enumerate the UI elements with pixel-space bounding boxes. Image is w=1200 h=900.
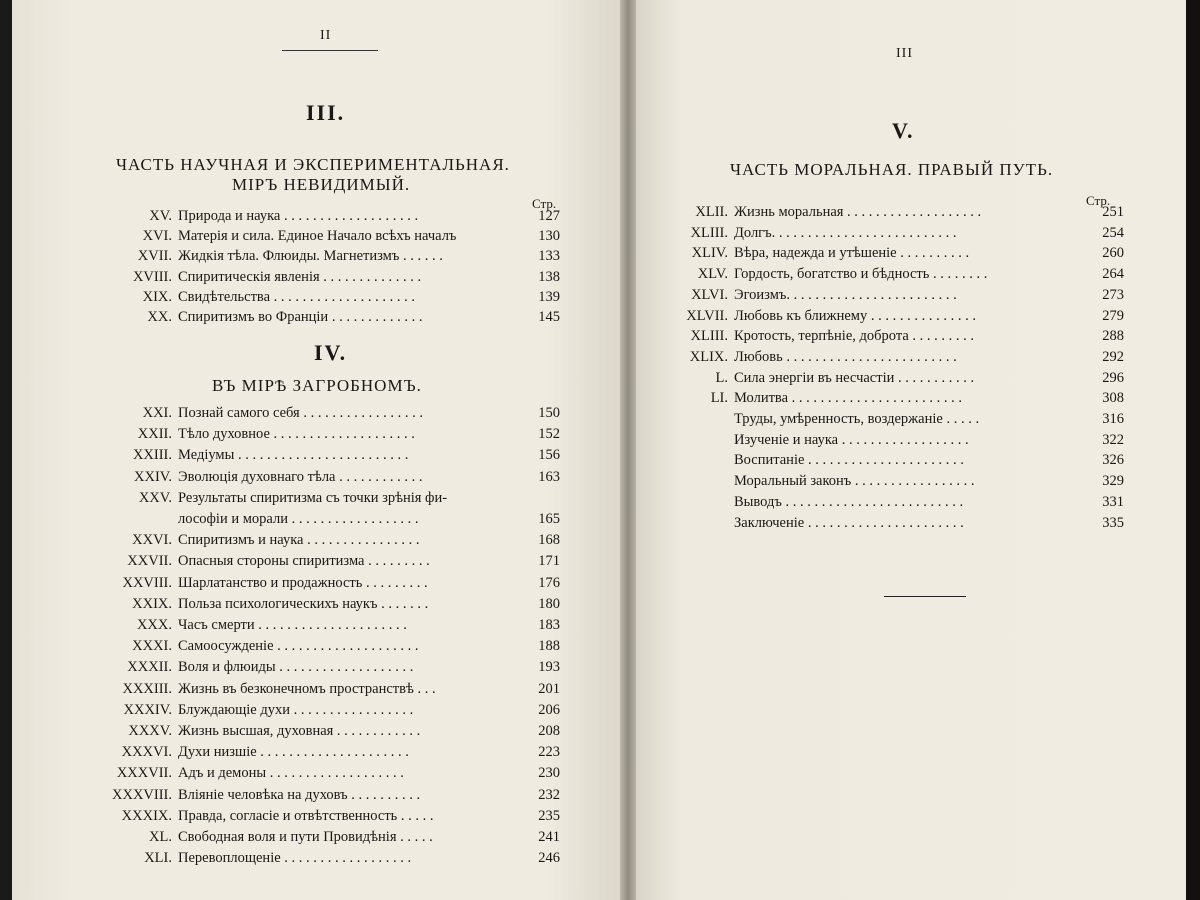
part-subtitle: МІРЪ НЕВИДИМЫЙ. (232, 175, 411, 194)
chapter-numeral: XX. (147, 309, 172, 325)
page-ref: 165 (538, 511, 560, 527)
chapter-title: Заключеніе . . . . . . . . . . . . . . . . . . . . . . (734, 514, 964, 531)
background-edge (1186, 0, 1200, 900)
page-ref: 254 (1102, 224, 1124, 241)
page-ref: 296 (1102, 369, 1124, 386)
toc-entry (132, 532, 568, 552)
chapter-numeral: XXVIII. (122, 574, 172, 591)
toc-entry (127, 659, 568, 679)
chapter-title: Жизнь высшая, духовная . . . . . . . . . . . . (178, 723, 421, 739)
toc-entry (690, 328, 1132, 348)
toc-entry (112, 786, 568, 807)
page-ref: 223 (538, 744, 560, 761)
chapter-numeral: XV. (149, 208, 172, 224)
chapter-numeral: XXXIII. (122, 680, 172, 697)
page-ref: 201 (538, 680, 560, 697)
chapter-title: Труды, умѣренность, воздержаніе . . . . . (734, 411, 980, 427)
toc-entry (116, 765, 568, 785)
part-number: III. (306, 100, 346, 125)
page-ref: 251 (1102, 204, 1124, 220)
page-ref: 171 (538, 553, 560, 570)
chapter-numeral: XXXII. (127, 659, 172, 676)
closing-rule (884, 596, 966, 597)
chapter-title: Адъ и демоны . . . . . . . . . . . . . . . . . . . (178, 765, 404, 782)
chapter-title: Гордость, богатство и бѣдность . . . . . . . . (734, 266, 988, 283)
page-ref: 241 (538, 829, 560, 845)
header-rule (282, 50, 378, 51)
chapter-title: лософіи и морали . . . . . . . . . . . . . . . . . . (178, 511, 419, 527)
page-ref: 329 (1102, 473, 1124, 490)
toc-entry (142, 228, 568, 248)
page-ref: 145 (538, 309, 560, 325)
chapter-numeral: XXXIV. (123, 701, 172, 718)
chapter-numeral: XXXIX. (121, 807, 172, 824)
page-column-header: Стр. (532, 196, 557, 211)
chapter-numeral: XXXV. (128, 723, 172, 739)
chapter-title: Жизнь въ безконечномъ пространствѣ . . . (178, 680, 436, 697)
page-ref: 176 (538, 574, 560, 591)
toc-entry (149, 829, 568, 849)
page-ref: 188 (538, 638, 560, 655)
chapter-title: Эгоизмъ. . . . . . . . . . . . . . . . . . . . . . . . (734, 286, 957, 303)
toc-entry (690, 224, 1132, 245)
chapter-title: Правда, согласіе и отвѣтственность . . . . . (178, 807, 434, 824)
chapter-title: Шарлатанство и продажность . . . . . . . . . (178, 574, 428, 591)
toc-entry (715, 369, 1132, 390)
chapter-numeral: XLVII. (686, 307, 728, 324)
page-ref: 130 (538, 228, 560, 245)
toc-entry (147, 309, 568, 329)
chapter-numeral: XLIV. (691, 245, 728, 262)
chapter-title: Медіумы . . . . . . . . . . . . . . . . . . . . . . . . (178, 447, 409, 464)
chapter-title: Моральный законъ . . . . . . . . . . . . . . . . . (734, 473, 975, 490)
toc-entry (132, 268, 568, 289)
toc-entry (134, 468, 568, 489)
chapter-numeral: L. (715, 369, 728, 386)
page-ref: 138 (538, 268, 560, 285)
page-ref: 279 (1102, 307, 1124, 324)
chapter-title: Польза психологическихъ наукъ . . . . . . . (178, 595, 429, 612)
page-ref: 308 (1102, 390, 1124, 407)
toc-entry (734, 432, 1132, 452)
toc-entry (138, 489, 568, 510)
toc-entry (132, 595, 568, 616)
chapter-title: Спиритизмъ во Франціи . . . . . . . . . . . . . (178, 309, 423, 325)
chapter-numeral: XLIII. (690, 328, 728, 345)
chapter-numeral: XVII. (137, 248, 172, 265)
chapter-numeral: XXI. (142, 405, 172, 421)
chapter-numeral: XLV. (697, 266, 728, 283)
page-ref: 288 (1102, 328, 1124, 345)
toc-entry (142, 405, 568, 425)
page-ref: 127 (538, 208, 560, 224)
part-title: ВЪ МІРѢ ЗАГРОБНОМЪ. (212, 376, 422, 395)
toc-entry (136, 617, 568, 637)
toc-entry (695, 204, 1132, 224)
chapter-title: Кротость, терпѣніе, доброта . . . . . . . . . (734, 328, 975, 345)
chapter-title: Познай самого себя . . . . . . . . . . . . . . . . . (178, 405, 423, 421)
chapter-numeral: XLI. (144, 850, 172, 867)
left-page (12, 0, 620, 900)
chapter-title: Результаты спиритизма съ точки зрѣнія фи- (178, 489, 448, 506)
toc-entry (137, 426, 568, 446)
chapter-title: Свободная воля и пути Провидѣнія . . . . . (178, 829, 433, 845)
page-ref: 183 (538, 617, 560, 633)
toc-entry (142, 288, 568, 309)
chapter-numeral: XXIV. (134, 468, 172, 485)
page-ref: 232 (538, 786, 560, 803)
toc-entry (122, 574, 568, 595)
page-ref: 235 (538, 807, 560, 824)
chapter-title: Спиритизмъ и наука . . . . . . . . . . . . . . . . (178, 532, 420, 549)
page-ref: 273 (1102, 286, 1124, 303)
chapter-numeral: XXVII. (127, 553, 172, 570)
chapter-title: Спиритическія явленія . . . . . . . . . . . . . . (178, 268, 422, 285)
chapter-numeral: XXIII. (132, 447, 172, 464)
chapter-numeral: XXIX. (132, 595, 172, 612)
page-ref: 163 (538, 468, 560, 485)
page-number: III (896, 46, 913, 61)
toc-entry (710, 390, 1132, 410)
chapter-numeral: XIX. (142, 288, 172, 305)
page-ref: 230 (538, 765, 560, 782)
book-gutter (620, 0, 636, 900)
chapter-title: Матерія и сила. Единое Начало всѣхъ началъ (178, 228, 457, 245)
page-column-header: Стр. (1086, 193, 1111, 208)
page-ref: 264 (1102, 266, 1124, 283)
toc-entry (178, 511, 568, 531)
toc-entry (734, 494, 1132, 514)
chapter-title: Тѣло духовное . . . . . . . . . . . . . . . . . . . . (178, 426, 415, 443)
toc-entry (734, 411, 1132, 431)
toc-entry (734, 452, 1132, 472)
chapter-numeral: XXV. (138, 489, 172, 506)
toc-entry (686, 307, 1132, 328)
chapter-numeral: XLII. (695, 204, 728, 220)
chapter-title: Вліяніе человѣка на духовъ . . . . . . . . . . (178, 786, 421, 803)
part-number: V. (892, 118, 915, 143)
toc-entry (734, 473, 1132, 493)
chapter-title: Любовь . . . . . . . . . . . . . . . . . . . . . . . . (734, 348, 957, 365)
chapter-title: Духи низшіе . . . . . . . . . . . . . . . . . . . . . (178, 744, 409, 761)
toc-entry (128, 723, 568, 743)
page-ref: 152 (538, 426, 560, 443)
chapter-title: Часъ смерти . . . . . . . . . . . . . . . . . . . . . (178, 617, 407, 633)
chapter-title: Блуждающіе духи . . . . . . . . . . . . . . . . . (178, 701, 414, 718)
chapter-numeral: XVI. (142, 228, 172, 245)
part-title: ЧАСТЬ НАУЧНАЯ И ЭКСПЕРИМЕНТАЛЬНАЯ. (116, 155, 510, 174)
chapter-title: Жидкія тѣла. Флюиды. Магнетизмъ . . . . . . (178, 248, 443, 265)
chapter-numeral: XLVI. (691, 286, 728, 303)
chapter-title: Эволюція духовнаго тѣла . . . . . . . . . . . . (178, 468, 423, 485)
chapter-numeral: XXXVII. (116, 765, 172, 782)
toc-entry (137, 248, 568, 268)
chapter-numeral: XLIII. (690, 224, 728, 241)
chapter-title: Жизнь моральная . . . . . . . . . . . . . . . . . . . (734, 204, 982, 220)
part-title: ЧАСТЬ МОРАЛЬНАЯ. ПРАВЫЙ ПУТЬ. (730, 160, 1054, 179)
page-ref: 156 (538, 447, 560, 464)
toc-entry (127, 553, 568, 573)
toc-entry (144, 850, 568, 870)
chapter-title: Природа и наука . . . . . . . . . . . . . . . . . . . (178, 208, 419, 224)
chapter-title: Свидѣтельства . . . . . . . . . . . . . . . . . . . . (178, 288, 416, 305)
page-ref: 133 (538, 248, 560, 265)
page-ref: 193 (538, 659, 560, 676)
chapter-title: Сила энергіи въ несчастіи . . . . . . . . . . . (734, 369, 975, 386)
chapter-title: Выводъ . . . . . . . . . . . . . . . . . . . . . . . . . (734, 493, 964, 510)
chapter-numeral: XL. (149, 829, 172, 845)
toc-entry (734, 515, 1132, 535)
page-number: II (320, 28, 332, 43)
toc-entry (123, 701, 568, 722)
toc-entry (697, 266, 1132, 286)
toc-entry (132, 447, 568, 467)
page-ref: 335 (1102, 514, 1124, 531)
chapter-title: Долгъ. . . . . . . . . . . . . . . . . . . . . . . . . . (734, 224, 957, 241)
chapter-title: Воспитаніе . . . . . . . . . . . . . . . . . . . . . . (734, 452, 964, 469)
chapter-numeral: XXXI. (132, 638, 172, 655)
chapter-numeral: XXII. (137, 426, 172, 443)
chapter-numeral: XXXVIII. (112, 786, 172, 803)
toc-entry (149, 208, 568, 228)
toc-entry (121, 744, 568, 764)
chapter-title: Воля и флюиды . . . . . . . . . . . . . . . . . . . (178, 659, 414, 676)
page-ref: 331 (1102, 493, 1124, 510)
toc-entry (691, 286, 1132, 307)
page-ref: 208 (538, 723, 560, 739)
toc-entry (121, 807, 568, 828)
page-ref: 150 (538, 405, 560, 421)
chapter-title: Молитва . . . . . . . . . . . . . . . . . . . . . . . . (734, 390, 963, 407)
chapter-title: Вѣра, надежда и утѣшеніе . . . . . . . . . . (734, 245, 970, 262)
toc-entry (691, 245, 1132, 265)
chapter-numeral: XXVI. (132, 532, 172, 549)
page-ref: 260 (1102, 245, 1124, 262)
page-ref: 316 (1102, 411, 1124, 427)
page-ref: 246 (538, 850, 560, 867)
page-ref: 139 (538, 288, 560, 305)
page-ref: 180 (538, 595, 560, 612)
toc-entry (132, 638, 568, 658)
page-ref: 168 (538, 532, 560, 549)
chapter-numeral: LI. (710, 390, 728, 407)
toc-entry (689, 348, 1132, 369)
page-ref: 326 (1102, 452, 1124, 469)
page-ref: 292 (1102, 348, 1124, 365)
chapter-title: Опасныя стороны спиритизма . . . . . . . . . (178, 553, 430, 570)
chapter-title: Перевоплощеніе . . . . . . . . . . . . . . . . . . (178, 850, 412, 867)
chapter-title: Самоосужденіе . . . . . . . . . . . . . . . . . . . . (178, 638, 419, 655)
chapter-numeral: XXXVI. (121, 744, 172, 761)
toc-entry (122, 680, 568, 701)
chapter-numeral: XLIX. (689, 348, 728, 365)
chapter-numeral: XXX. (136, 617, 172, 633)
right-page (636, 0, 1190, 900)
chapter-numeral: XVIII. (132, 268, 172, 285)
page-ref: 206 (538, 701, 560, 718)
chapter-title: Изученіе и наука . . . . . . . . . . . . . . . . . . (734, 431, 969, 448)
chapter-title: Любовь къ ближнему . . . . . . . . . . . . . . . (734, 307, 976, 324)
part-number: IV. (314, 340, 348, 365)
page-ref: 322 (1102, 431, 1124, 448)
